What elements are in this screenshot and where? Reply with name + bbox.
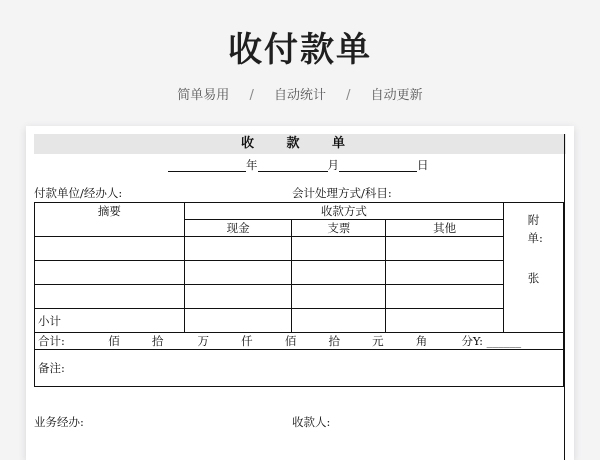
remarks-label: 备注:: [35, 350, 564, 387]
feature-item: 简单易用: [177, 88, 230, 103]
table-row: [35, 261, 564, 285]
feature-separator: /: [249, 88, 254, 103]
feature-list: [0, 84, 600, 103]
total-unit: 角: [415, 334, 428, 348]
total-unit: 元: [372, 334, 384, 348]
feature-item: 自动更新: [370, 88, 423, 103]
summary-header: 摘要: [35, 203, 185, 237]
feature-separator: /: [346, 88, 351, 103]
attach-label: 附单:: [527, 213, 543, 245]
method-header: 收款方式: [184, 203, 503, 220]
receipt-table: [34, 202, 564, 387]
total-unit: 佰: [284, 334, 297, 348]
receipt-document: [34, 134, 566, 460]
day-label: 日: [417, 158, 429, 172]
table-row: [35, 237, 564, 261]
handler-label: 业务经办:: [34, 415, 84, 429]
attach-unit: 张: [527, 271, 540, 285]
total-unit: 佰: [108, 334, 120, 348]
payee-label: 收款人:: [292, 415, 331, 429]
total-unit: 拾: [151, 334, 164, 348]
month-label: 月: [327, 158, 339, 172]
total-unit: 分Y: ______: [461, 334, 522, 348]
month-blank: [258, 159, 328, 172]
method-column-other: 其他: [386, 220, 504, 237]
subtotal-row: [35, 309, 564, 333]
total-unit: 仟: [241, 334, 253, 348]
method-column-check: 支票: [292, 220, 386, 237]
total-row: [35, 333, 564, 350]
receipt-header: 收 款 单: [34, 134, 566, 154]
table-row: [35, 285, 564, 309]
page-title: 收付款单: [228, 30, 372, 70]
method-column-cash: 现金: [184, 220, 292, 237]
remarks-row: [35, 350, 564, 387]
year-blank: [168, 159, 246, 172]
date-line: [168, 158, 429, 172]
year-label: 年: [246, 158, 258, 172]
receipt-preview-card: [26, 126, 574, 460]
total-unit: 拾: [328, 334, 340, 348]
attachment-cell: [504, 203, 564, 333]
subtotal-label: 小计: [35, 309, 185, 333]
total-label: 合计:: [38, 334, 65, 348]
feature-item: 自动统计: [273, 88, 326, 103]
total-unit: 万: [197, 334, 209, 348]
accounting-label: 会计处理方式/科目:: [292, 186, 392, 200]
receipt-right-border: [564, 134, 565, 460]
day-blank: [339, 159, 417, 172]
payer-label: 付款单位/经办人:: [34, 186, 123, 200]
